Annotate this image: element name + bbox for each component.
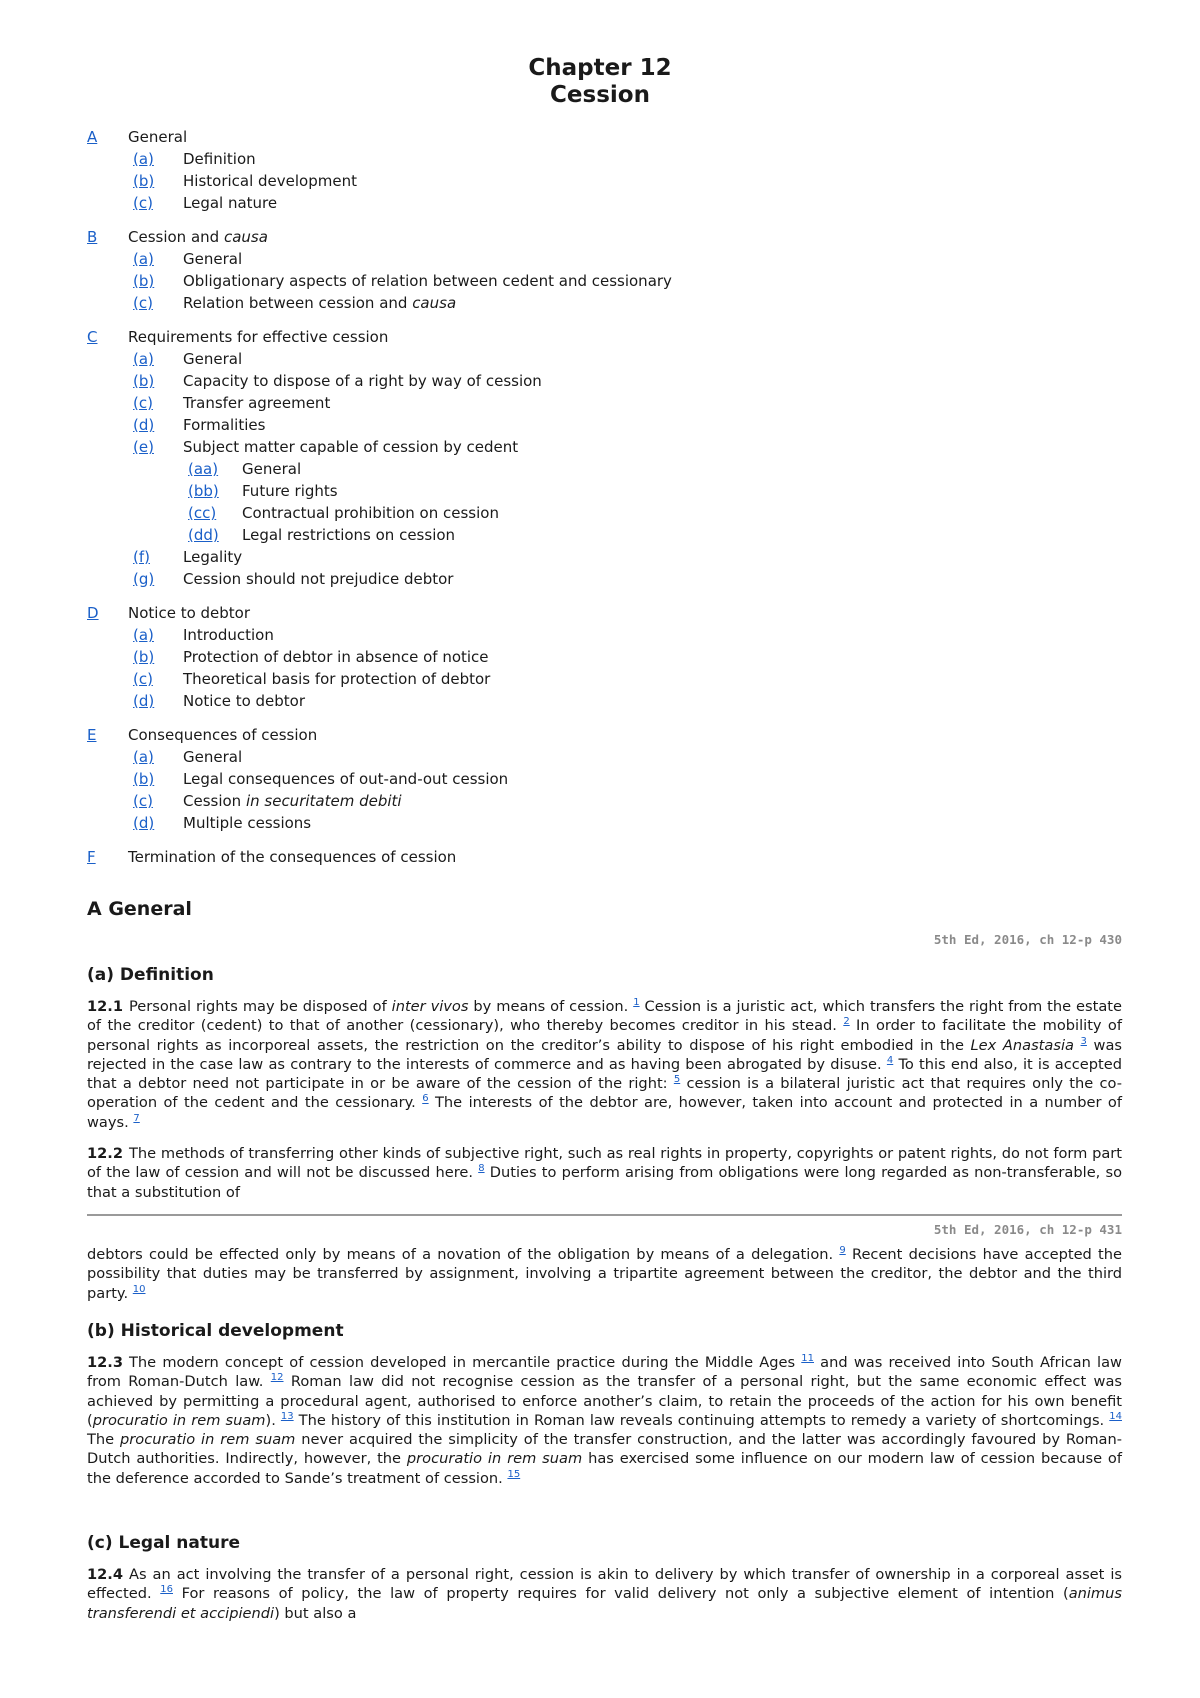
toc-label: Definition: [183, 150, 256, 168]
body-text: by means of cession.: [468, 998, 634, 1015]
footnote-link[interactable]: 15: [507, 1468, 521, 1480]
toc-label: Requirements for effective cession: [128, 328, 389, 346]
footnote-marker: [133, 1113, 139, 1124]
page-break-rule: [87, 1214, 1122, 1216]
toc-link[interactable]: (f): [133, 548, 150, 566]
italic-text: inter vivos: [391, 998, 469, 1015]
toc-label: Historical development: [183, 172, 357, 190]
toc-label: Legal consequences of out-and-out cession: [183, 770, 509, 788]
toc-link[interactable]: (c): [133, 792, 153, 810]
footnote-link[interactable]: 3: [1080, 1035, 1087, 1047]
toc-link[interactable]: C: [87, 328, 98, 346]
paragraph-number: 12.1: [87, 998, 124, 1015]
subsection-heading-definition: (a) Definition: [87, 965, 214, 985]
toc-label: General: [242, 460, 302, 478]
body-text: Personal rights may be disposed of: [129, 998, 392, 1015]
body-text: Recent decisions have accepted the possibility that duties may be transferred by assignment, involving a tripartite agreement between the creditor, the debtor and the third party.: [87, 1246, 1122, 1302]
toc-link[interactable]: E: [87, 726, 97, 744]
footnote-link[interactable]: 9: [839, 1245, 846, 1257]
footnote-marker: [281, 1411, 294, 1422]
toc-link[interactable]: (a): [133, 250, 154, 268]
body-text: was rejected in the case law as contrary to the interests of commerce and as having been abrogated by disuse.: [87, 1036, 1123, 1073]
toc-label: Legality: [183, 548, 243, 566]
section-heading-a: A General: [87, 898, 192, 920]
toc-label: [183, 294, 456, 312]
toc-link[interactable]: B: [87, 228, 98, 246]
toc-label-italic: causa: [223, 228, 268, 246]
body-text: To this end also, it is accepted that a debtor need not participate in or be aware of the cession of the right:: [87, 1055, 1122, 1093]
italic-text: Lex Anastasia: [970, 1036, 1074, 1054]
body-text: and was received into South African law from Roman-Dutch law.: [87, 1354, 1122, 1391]
toc-label: [128, 228, 268, 246]
body-text: [1074, 1037, 1081, 1054]
body-text: The interests of the debtor are, however, taken into account and protected in a number of ways.: [87, 1094, 1122, 1131]
toc-link[interactable]: (c): [133, 294, 153, 312]
toc-label: Notice to debtor: [183, 692, 306, 710]
toc-label: General: [128, 128, 188, 146]
toc-label: Obligationary aspects of relation between cedent and cessionary: [183, 272, 672, 290]
toc-link[interactable]: (a): [133, 350, 154, 368]
italic-text: animus transferendi et accipiendi: [87, 1585, 1123, 1622]
footnote-link[interactable]: 6: [422, 1093, 429, 1105]
paragraph-number: 12.3: [87, 1354, 124, 1371]
toc-link[interactable]: (c): [133, 670, 153, 688]
toc-link[interactable]: (aa): [188, 460, 219, 478]
paragraph-12-2: [87, 1144, 1122, 1202]
toc-label: Contractual prohibition on cession: [242, 504, 499, 522]
toc-link[interactable]: (a): [133, 150, 154, 168]
toc-link[interactable]: (b): [133, 272, 155, 290]
toc-link[interactable]: (b): [133, 372, 155, 390]
toc-label: Formalities: [183, 416, 266, 434]
footnote-marker: [801, 1353, 814, 1364]
toc-link[interactable]: (b): [133, 770, 155, 788]
body-text: debtors could be effected only by means of a novation of the obligation by means of a delegation.: [87, 1246, 840, 1263]
toc-link[interactable]: (cc): [188, 504, 217, 522]
toc-label-text: Cession: [183, 792, 246, 810]
paragraph-12-1: [87, 997, 1122, 1132]
toc-label: Notice to debtor: [128, 604, 251, 622]
body-text: Duties to perform arising from obligations were long regarded as non-transferable, so that a substitution of: [87, 1164, 1123, 1201]
subsection-heading-historical-development: (b) Historical development: [87, 1321, 344, 1341]
footnote-link[interactable]: 14: [1109, 1411, 1122, 1423]
footnote-marker: [507, 1469, 520, 1480]
toc-link[interactable]: (dd): [188, 526, 219, 544]
toc-link[interactable]: (bb): [188, 482, 219, 500]
paragraph-12-4: [87, 1565, 1122, 1623]
toc-label: Legal nature: [183, 194, 278, 212]
toc-label: General: [183, 250, 243, 268]
toc-label: Protection of debtor in absence of notice: [183, 648, 489, 666]
toc-label: Consequences of cession: [128, 726, 318, 744]
toc-link[interactable]: (d): [133, 814, 155, 832]
toc-label: Subject matter capable of cession by cedent: [183, 438, 519, 456]
italic-text: procuratio in rem suam: [120, 1431, 296, 1449]
toc-link[interactable]: F: [87, 848, 96, 866]
toc-label-italic: causa: [412, 294, 457, 312]
chapter-title: Cession: [550, 82, 650, 108]
toc-link[interactable]: A: [87, 128, 98, 146]
footnote-link[interactable]: 7: [133, 1112, 140, 1124]
body-text: For reasons of policy, the law of property requires for valid delivery not only a subjective element of intention (: [173, 1585, 1069, 1603]
chapter-number: Chapter 12: [528, 55, 672, 81]
toc-link[interactable]: (g): [133, 570, 155, 588]
body-text: ).: [265, 1411, 281, 1429]
toc-link[interactable]: (a): [133, 626, 154, 644]
toc-label: General: [183, 350, 243, 368]
toc-label-text: Cession and: [128, 228, 224, 246]
toc-label: [183, 792, 402, 810]
footnote-link[interactable]: 2: [843, 1016, 850, 1028]
footnote-link[interactable]: 12: [270, 1372, 284, 1384]
body-text: The modern concept of cession developed in mercantile practice during the Middle Ages: [129, 1354, 802, 1371]
italic-text: procuratio in rem suam: [406, 1450, 583, 1468]
footnote-link[interactable]: 10: [132, 1283, 146, 1295]
toc-label: Cession should not prejudice debtor: [183, 570, 454, 588]
toc-label: Future rights: [242, 482, 338, 500]
body-text: As an act involving the transfer of a personal right, cession is akin to delivery by which transfer of ownership in a corporeal asset is effected.: [87, 1566, 1122, 1603]
paragraph-number: 12.2: [87, 1145, 124, 1162]
toc-link[interactable]: (e): [133, 438, 154, 456]
body-text: The: [87, 1431, 121, 1449]
toc-link[interactable]: (c): [133, 194, 153, 212]
toc-label: Introduction: [183, 626, 274, 644]
toc-link[interactable]: (b): [133, 172, 155, 190]
toc-link[interactable]: (c): [133, 394, 153, 412]
footnote-marker: [133, 1284, 146, 1295]
toc-link[interactable]: (a): [133, 748, 154, 766]
body-text: In order to facilitate the mobility of personal rights as incorporeal assets, the restriction on the creditor’s ability to dispose of his right embodied in the: [87, 1017, 1122, 1054]
toc-link[interactable]: D: [87, 604, 99, 622]
footnote-link[interactable]: 13: [280, 1411, 294, 1423]
paragraph-12-3: [87, 1353, 1122, 1488]
page-citation-431: 5th Ed, 2016, ch 12-p 431: [933, 1222, 1122, 1237]
toc-link[interactable]: (d): [133, 692, 155, 710]
footnote-marker: [160, 1584, 173, 1595]
body-text: The methods of transferring other kinds of subjective right, such as real rights in property, copyrights or patent rights, do not form part of the law of cession and will not be discussed here.: [87, 1145, 1122, 1182]
toc-label: Termination of the consequences of cession: [128, 848, 457, 866]
toc-label: Legal restrictions on cession: [242, 526, 456, 544]
body-text: Cession is a juristic act, which transfers the right from the estate of the creditor (cedent) to that of another (cessionary), who thereby becomes creditor in his stead.: [87, 998, 1122, 1035]
paragraph-number: 12.4: [87, 1566, 124, 1583]
toc-label: Transfer agreement: [183, 394, 331, 412]
footnote-link[interactable]: 8: [478, 1163, 485, 1175]
toc-link[interactable]: (b): [133, 648, 155, 666]
footnote-link[interactable]: 5: [673, 1074, 681, 1086]
toc-label-italic: in securitatem debiti: [245, 792, 402, 810]
subsection-heading-legal-nature: (c) Legal nature: [87, 1533, 240, 1553]
toc-label: General: [183, 748, 243, 766]
body-text: Roman law did not recognise cession as the transfer of a personal right, but the same economic effect was achieved by permitting a procedural agent, authorised to enforce another’s claim, to retain the proceeds of the action for his own benefit (: [87, 1373, 1122, 1429]
paragraph-continued: [87, 1245, 1122, 1303]
body-text: cession is a bilateral juristic act that requires only the co-operation of the cedent and the cessionary.: [87, 1075, 1122, 1112]
body-text: never acquired the simplicity of the transfer construction, and the latter was accordingly favoured by Roman-Dutch authorities. Indirectly, however, the: [87, 1431, 1122, 1468]
body-text: has exercised some influence on our modern law of cession because of the deference accorded to Sande’s treatment of cession.: [87, 1450, 1122, 1487]
footnote-marker: [1109, 1411, 1122, 1422]
toc-label: Theoretical basis for protection of debtor: [183, 670, 491, 688]
footnote-link[interactable]: 11: [801, 1353, 814, 1365]
body-text: ) but also a: [274, 1604, 357, 1622]
page-citation-430: 5th Ed, 2016, ch 12-p 430: [933, 932, 1122, 947]
footnote-marker: [271, 1372, 284, 1383]
body-text: The history of this institution in Roman law reveals continuing attempts to remedy a variety of shortcomings.: [293, 1411, 1110, 1429]
footnote-link[interactable]: 4: [886, 1055, 894, 1067]
toc-label-text: Relation between cession and: [183, 294, 413, 312]
footnote-link[interactable]: 16: [160, 1584, 173, 1596]
toc-link[interactable]: (d): [133, 416, 155, 434]
italic-text: procuratio in rem suam: [92, 1411, 266, 1429]
footnote-link[interactable]: 1: [633, 997, 640, 1009]
toc-label: Multiple cessions: [183, 814, 312, 832]
toc-label: Capacity to dispose of a right by way of cession: [183, 372, 542, 390]
